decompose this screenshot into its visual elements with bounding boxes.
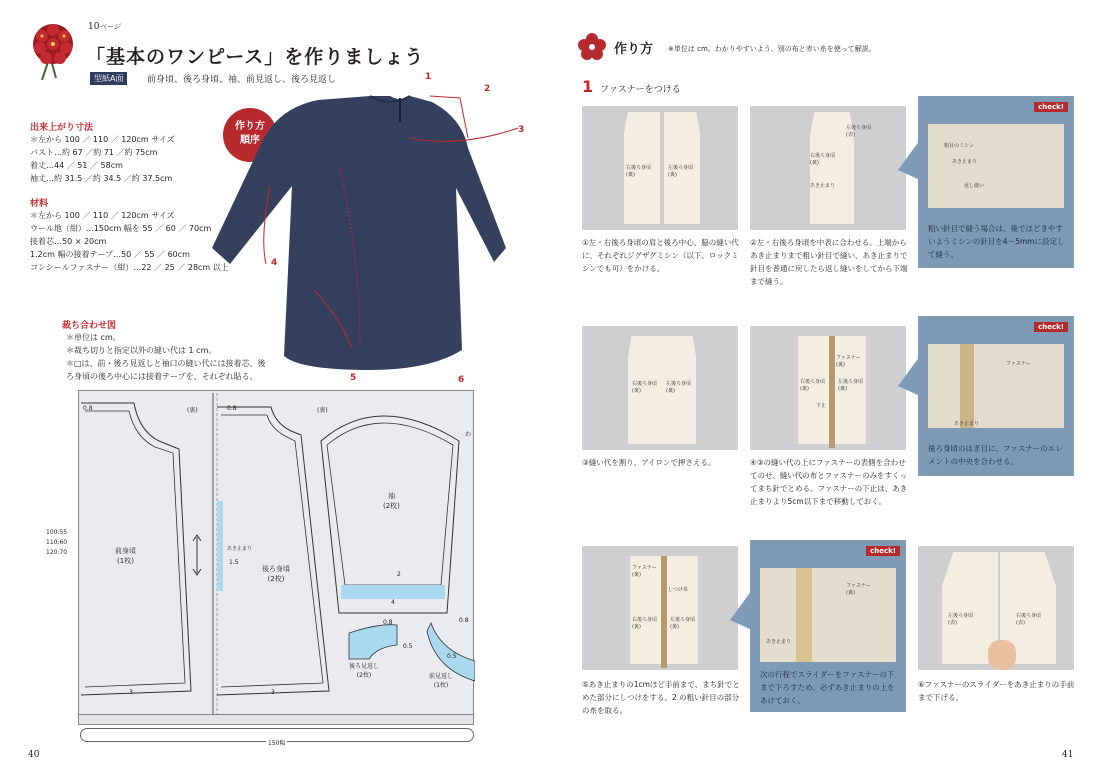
- page-reference: 10ページ: [88, 22, 121, 32]
- front-facing-label: 前見返し (1枚): [429, 673, 454, 689]
- callout-5: 5: [350, 373, 357, 383]
- callout-pointer: [898, 140, 920, 180]
- pattern-parts: 前身頃、後ろ身頃、袖、前見返し、後ろ見返し: [147, 75, 337, 85]
- page-number-left: 40: [28, 750, 40, 760]
- photo-label: あき止まり: [766, 639, 792, 645]
- dim-label: 3: [129, 689, 133, 696]
- dim-label: 0.8: [227, 405, 237, 412]
- materials-line: ＊左から 100 ／ 110 ／ 120cm サイズ: [30, 211, 175, 220]
- photo-label: 右後ろ身頃 (裏): [632, 381, 658, 394]
- finished-size-line: 着丈…44 ／ 51 ／ 58cm: [30, 161, 123, 170]
- materials-line: 接着芯…50 × 20cm: [30, 237, 107, 246]
- photo-label: あき止まり: [810, 183, 836, 189]
- callout-2: 2: [484, 84, 491, 94]
- materials-line: ウール地（紺）…150cm 幅を 55 ／ 60 ／ 70cm: [30, 224, 212, 233]
- callout-pointer: [730, 590, 752, 630]
- check-panel-2: [918, 316, 1074, 476]
- callout-3: 3: [518, 125, 525, 135]
- callout-pointer: [898, 356, 920, 396]
- dim-label: 0.8: [459, 617, 469, 624]
- reverse-label: (裏): [317, 407, 328, 414]
- photo-label: あき止まり: [954, 421, 980, 427]
- check-panel-3: [750, 540, 906, 712]
- step-number: 1: [582, 77, 594, 96]
- check-panel-1: [918, 96, 1074, 268]
- check-tag: check!: [866, 546, 900, 556]
- flower-icon: [20, 14, 86, 80]
- photo-label: 右後ろ身頃 (裏): [626, 165, 652, 178]
- flower-icon: [577, 32, 607, 62]
- dim-label: 3: [271, 689, 275, 696]
- step-caption-4: ④③の縫い代の上にファスナーの表側を合わせてのせ、縫い代の布とファスナーのみをすくってまち針でとめる。ファスナーの下止は、あき止まりより5cm以下まで移動しておく。: [750, 458, 908, 506]
- photo-label: 左後ろ身頃 (裏): [838, 379, 864, 392]
- check-text-2: 後ろ身頃のはぎ目に、ファスナーのエレメントの中央を合わせる。: [928, 444, 1063, 466]
- front-body-label: 前身頃 (1枚): [115, 547, 136, 565]
- page-title: 「基本のワンピース」を作りましょう: [86, 46, 425, 68]
- dim-label: 2: [397, 571, 401, 578]
- step-caption-6: ⑥ファスナーのスライダーをあき止まりの手前まで下げる。: [918, 680, 1075, 702]
- callout-4: 4: [271, 258, 278, 268]
- fabric-width-label: 150幅: [268, 740, 286, 747]
- check-text-1: 粗い針目で縫う場合は、後でほどきやすいようミシンの針目を4〜5mmに設定して縫う。: [928, 224, 1065, 259]
- cutting-note: ＊単位は cm。: [66, 333, 121, 342]
- materials-line: 1.2cm 幅の接着テープ…50 ／ 55 ／ 60cm: [30, 250, 190, 259]
- fabric-selvage: [78, 715, 474, 725]
- badge-line: 作り方: [235, 121, 265, 132]
- reverse-label: (裏): [187, 407, 198, 414]
- back-facing-label: 後ろ見返し (2枚): [349, 663, 380, 679]
- fold-mark-label: わ: [465, 431, 472, 438]
- check-tag: check!: [1034, 322, 1068, 332]
- photo-label: 左後ろ身頃 (裏): [666, 381, 692, 394]
- photo-label: 右後ろ身頃 (裏): [632, 617, 658, 630]
- page-number-right: 41: [1062, 750, 1074, 760]
- cutting-note: ＊裁ち切りと指定以外の縫い代は 1 cm。: [66, 346, 217, 355]
- step-photo-4: [750, 326, 906, 450]
- step-caption-5: ⑤あき止まりの1cmほど手前まで、まち針でとめた部分にしつけをする。2 の粗い針目の部分の糸を取る。: [582, 680, 740, 715]
- photo-label: 返し縫い: [964, 183, 985, 189]
- finished-size-line: ＊左から 100 ／ 110 ／ 120cm サイズ: [30, 135, 175, 144]
- callout-1: 1: [425, 72, 432, 82]
- photo-label: 下止: [816, 403, 827, 409]
- materials-line: コンシールファスナー（紺）…22 ／ 25 ／ 28cm 以上: [30, 263, 229, 272]
- finished-size-heading: 出来上がり寸法: [30, 123, 94, 133]
- size-lengths: 100:55 110:60 120:70: [46, 529, 68, 556]
- cutting-note: ＊□は、前・後ろ見返しと袖口の縫い代には接着芯、後: [66, 359, 266, 368]
- step-label: ファスナーをつける: [600, 85, 681, 95]
- cutting-notes: [62, 318, 266, 383]
- opening-stop-label: あき止まり: [227, 546, 253, 552]
- photo-label: 左後ろ身頃 (表): [846, 125, 872, 138]
- step-photo-6: [918, 546, 1074, 670]
- photo-label: 左後ろ身頃 (裏): [670, 617, 696, 630]
- cutting-note: ろ身頃の後ろ中心には接着テープを、それぞれ貼る。: [66, 372, 258, 381]
- photo-label: ファスナー (裏): [836, 355, 861, 368]
- finished-size-block: [30, 120, 175, 185]
- callout-6: 6: [458, 375, 465, 385]
- materials-block: [30, 196, 229, 274]
- materials-heading: 材料: [30, 199, 49, 209]
- section-note: ※単位は cm。わかりやすいよう、別の布と赤い糸を使って解説。: [668, 45, 876, 53]
- dim-label: 0.5: [447, 653, 457, 660]
- finished-size-line: 袖丈…約 31.5 ／約 34.5 ／約 37.5cm: [30, 174, 173, 183]
- badge-line: 順序: [240, 135, 260, 146]
- photo-label: 右後ろ身頃 (裏): [810, 153, 836, 166]
- photo-label: 左後ろ身頃 (裏): [668, 165, 694, 178]
- step-caption-1: ①左・右後ろ身頃の肩と後ろ中心、脇の縫い代に、それぞれジグザグミシン（以下、ロックミシンでも可）をかける。: [582, 238, 739, 273]
- check-tag: check!: [1034, 102, 1068, 112]
- step-caption-2: ②左・右後ろ身頃を中表に合わせる。上端からあき止まりまで粗い針目で縫い、あき止まりで針目を普通に戻したら返し縫いをしてから下端まで縫う。: [750, 238, 908, 286]
- back-body-label: 後ろ身頃 (2枚): [262, 565, 290, 583]
- step-photo-1: [582, 106, 738, 230]
- step-photo-2: [750, 106, 906, 230]
- photo-label: しつけ糸: [668, 587, 689, 593]
- dim-label: 1.5: [229, 559, 239, 566]
- photo-label: あき止まり: [952, 159, 978, 165]
- photo-label: 右後ろ身頃 (表): [1016, 613, 1042, 626]
- photo-label: 粗目のミシン: [944, 143, 974, 149]
- cutting-layout-diagram: [78, 390, 474, 715]
- photo-label: 右後ろ身頃 (裏): [800, 379, 826, 392]
- section-title: 作り方: [614, 42, 654, 57]
- cutting-heading: 裁ち合わせ図: [62, 321, 117, 331]
- step-photo-3: [582, 326, 738, 450]
- dim-label: 0.8: [383, 619, 393, 626]
- check-text-3: 次の行程でスライダーをファスナーの下まで下ろすため、必ずあき止まりの上をあけておく。: [760, 670, 895, 705]
- dim-label: 4: [391, 599, 395, 606]
- pattern-sheet-tag: 型紙A面: [90, 72, 127, 85]
- photo-label: ファスナー (裏): [846, 583, 871, 596]
- photo-label: ファスナー: [1006, 361, 1031, 367]
- step-caption-3: ③縫い代を割り、アイロンで押さえる。: [582, 458, 716, 467]
- step-photo-5: [582, 546, 738, 670]
- finished-size-line: バスト…約 67 ／約 71 ／約 75cm: [30, 148, 158, 157]
- dim-label: 0.5: [403, 643, 413, 650]
- photo-label: ファスナー (裏): [632, 565, 657, 578]
- photo-label: 左後ろ身頃 (表): [948, 613, 974, 626]
- dim-label: 0.8: [83, 405, 93, 412]
- sleeve-label: 袖 (2枚): [383, 492, 400, 510]
